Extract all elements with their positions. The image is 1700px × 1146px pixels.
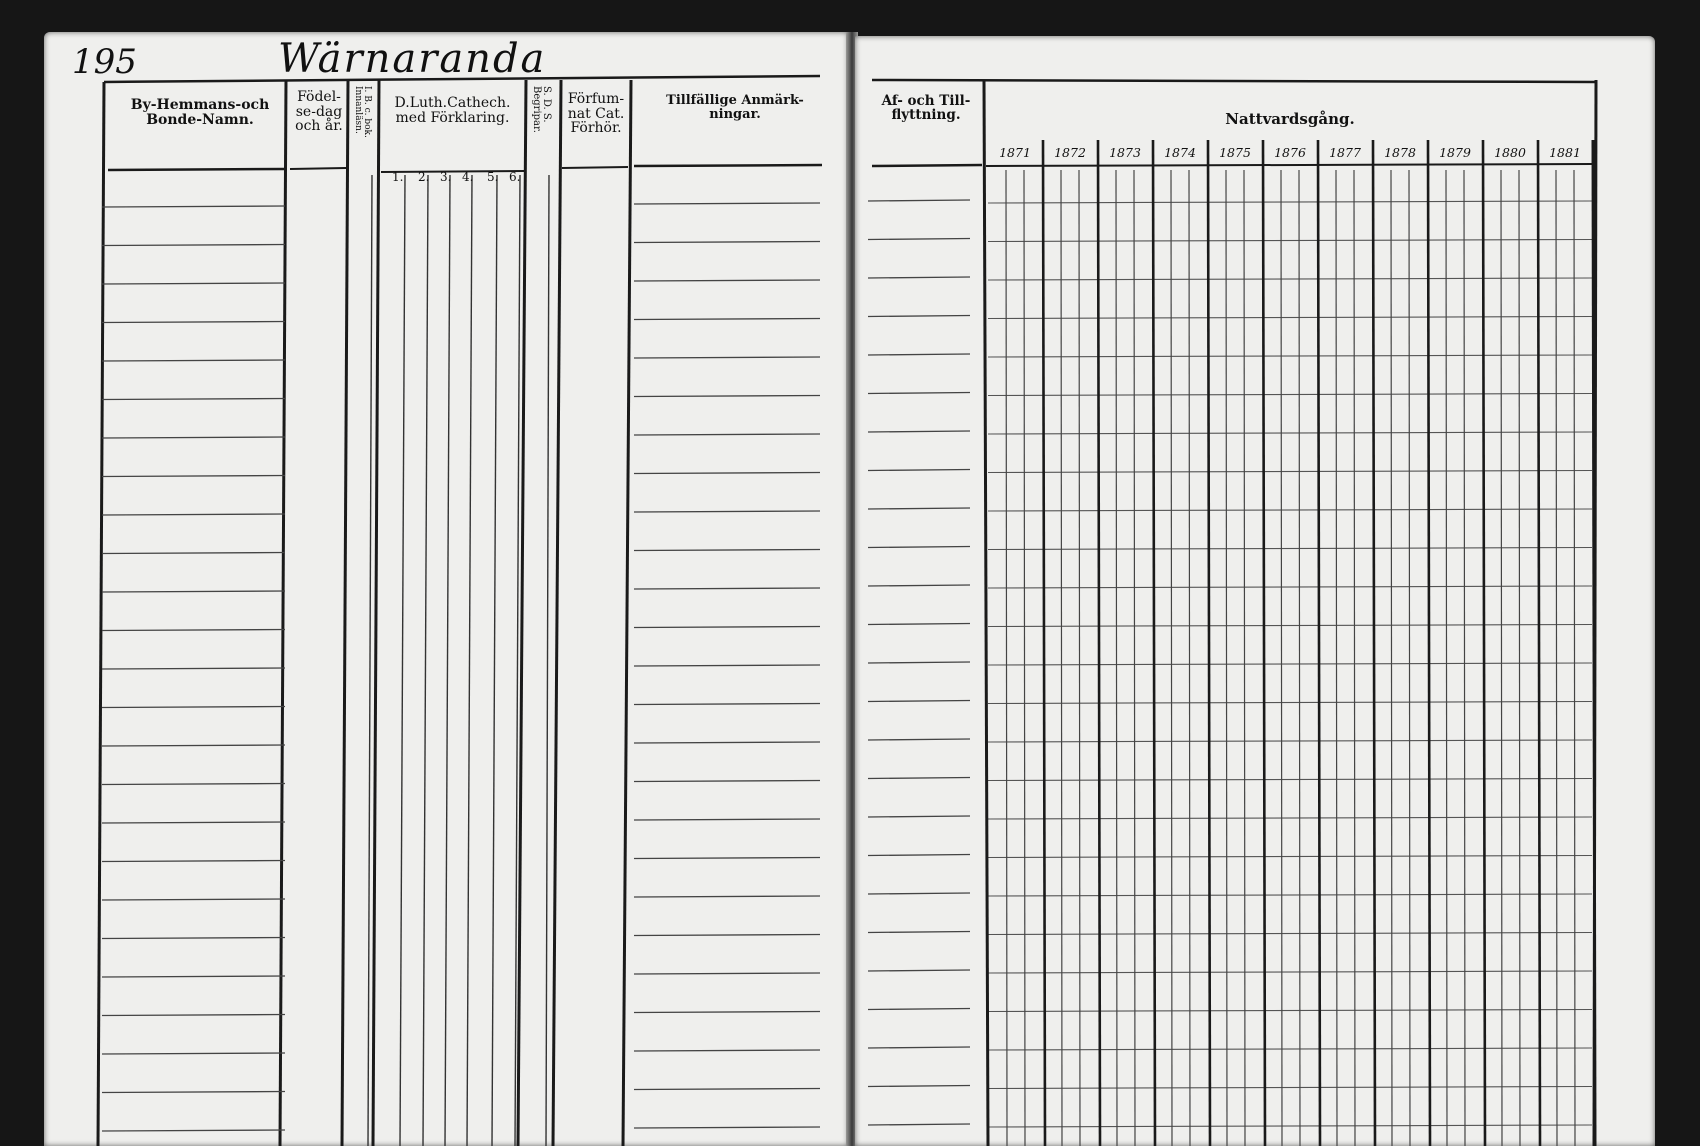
row-rule (634, 1089, 820, 1090)
row-rule (868, 316, 970, 317)
row-rule (868, 1086, 970, 1087)
row-rule (634, 704, 820, 705)
row-rule (102, 476, 285, 477)
row-rule (868, 739, 970, 740)
subcolumn-rule (1446, 170, 1447, 1146)
row-rule (102, 899, 285, 900)
year-label: 1877 (1329, 145, 1361, 160)
row-rule (102, 399, 285, 400)
year-label: 1873 (1109, 145, 1141, 160)
year-label: 1875 (1219, 145, 1251, 160)
row-rule (102, 745, 285, 746)
column-rule (623, 80, 631, 1146)
row-rule (102, 437, 285, 438)
row-rule (102, 976, 285, 977)
row-rule (102, 784, 285, 785)
header-by-hemmans-och-bonde-namn: By-Hemmans-och Bonde-Namn. (130, 97, 270, 128)
column-rule (1208, 140, 1210, 1146)
header-underline (986, 164, 1592, 166)
column-rule (1373, 140, 1375, 1146)
header-fodelsedag: Födel- se-dag och år. (295, 89, 343, 135)
subcolumn-rule (1061, 170, 1062, 1146)
row-rule (102, 514, 285, 515)
page-border (1594, 80, 1596, 1146)
row-rule (868, 508, 970, 509)
year-label: 1878 (1384, 145, 1416, 160)
column-rule (984, 80, 988, 1146)
row-rule (634, 819, 820, 820)
row-rule (102, 1015, 285, 1016)
row-rule (634, 742, 820, 743)
row-rule (102, 322, 285, 323)
subcolumn-rule (1079, 170, 1080, 1146)
subcolumn-rule (1024, 170, 1025, 1146)
row-rule (634, 588, 820, 589)
row-rule (868, 1124, 970, 1125)
subcolumn-rule (368, 175, 372, 1146)
row-rule (634, 434, 820, 435)
year-label: 1880 (1494, 145, 1526, 160)
page-number: 195 (72, 42, 137, 82)
row-rule (102, 822, 285, 823)
row-rule (868, 431, 970, 432)
row-rule (634, 896, 820, 897)
year-label: 1874 (1164, 145, 1196, 160)
column-rule (1263, 140, 1265, 1146)
year-label: 1879 (1439, 145, 1471, 160)
row-rule (634, 357, 820, 358)
subcolumn-rule (445, 175, 450, 1146)
row-rule (868, 393, 970, 394)
row-rule (868, 816, 970, 817)
header-nattvardsgang: Nattvardsgång. (1225, 110, 1355, 128)
subcolumn-rule (1281, 170, 1282, 1146)
row-rule (634, 973, 820, 974)
subcolumn-rule (423, 175, 428, 1146)
subcolumn-rule (492, 175, 497, 1146)
row-rule (634, 473, 820, 474)
row-rule (102, 553, 285, 554)
column-rule (1318, 140, 1320, 1146)
column-rule (280, 80, 286, 1146)
cathech-number: 2. (418, 170, 430, 184)
row-rule (868, 1047, 970, 1048)
header-underline (562, 167, 628, 168)
cathech-number: 5. (487, 170, 499, 184)
year-label: 1872 (1054, 145, 1086, 160)
column-rule (98, 82, 104, 1146)
row-rule (868, 855, 970, 856)
column-rule (553, 80, 561, 1146)
header-luth-cathech: D.Luth.Cathech. med Förklaring. (394, 95, 511, 126)
subcolumn-rule (1391, 170, 1392, 1146)
row-rule (634, 665, 820, 666)
row-rule (868, 239, 970, 240)
place-name: Wärnaranda (278, 36, 547, 82)
subcolumn-rule (400, 175, 405, 1146)
row-rule (868, 970, 970, 971)
row-rule (868, 662, 970, 663)
header-underline (634, 165, 822, 166)
row-rule (102, 1092, 285, 1093)
year-label: 1876 (1274, 145, 1306, 160)
row-rule (102, 938, 285, 939)
column-rule (1483, 140, 1485, 1146)
subcolumn-rule (546, 175, 549, 1146)
row-rule (868, 932, 970, 933)
row-rule (102, 283, 285, 284)
subcolumn-rule (1299, 170, 1300, 1146)
header-sds-begripar: S. D. S. Begripar. (531, 86, 552, 133)
subcolumn-rule (1226, 170, 1227, 1146)
column-rule (1428, 140, 1430, 1146)
top-rule (872, 80, 1596, 82)
subcolumn-rule (1171, 170, 1172, 1146)
subcolumn-rule (1409, 170, 1410, 1146)
row-rule (102, 707, 285, 708)
row-rule (868, 585, 970, 586)
row-rule (868, 624, 970, 625)
header-tillfallige-anmarkningar: Tillfällige Anmärk- ningar. (666, 93, 804, 122)
cathech-number: 4. (462, 170, 474, 184)
subcolumn-rule (1354, 170, 1355, 1146)
row-rule (102, 630, 285, 631)
subcolumn-rule (1116, 170, 1117, 1146)
header-underline (108, 169, 285, 170)
header-af-och-tillflyttning: Af- och Till- flyttning. (881, 93, 971, 124)
row-rule (102, 591, 285, 592)
row-rule (102, 360, 285, 361)
row-rule (102, 1053, 285, 1054)
column-rule (1098, 140, 1100, 1146)
row-rule (634, 203, 820, 204)
row-rule (102, 668, 285, 669)
row-rule (634, 396, 820, 397)
subcolumn-rule (1189, 170, 1190, 1146)
column-rule (1153, 140, 1155, 1146)
subcolumn-rule (1006, 170, 1007, 1146)
row-rule (102, 1130, 285, 1131)
row-rule (868, 1009, 970, 1010)
row-rule (868, 470, 970, 471)
row-rule (868, 893, 970, 894)
row-rule (868, 200, 970, 201)
year-label: 1881 (1549, 145, 1581, 160)
row-rule (102, 861, 285, 862)
row-rule (868, 701, 970, 702)
row-rule (634, 1050, 820, 1051)
cathech-number: 6. (509, 170, 521, 184)
subcolumn-rule (1336, 170, 1337, 1146)
row-rule (102, 206, 285, 207)
subcolumn-rule (1134, 170, 1135, 1146)
column-rule (1538, 140, 1540, 1146)
row-rule (634, 858, 820, 859)
row-rule (634, 935, 820, 936)
cathech-number: 1. (392, 170, 404, 184)
row-rule (634, 242, 820, 243)
row-rule (634, 1012, 820, 1013)
row-rule (634, 1127, 820, 1128)
year-label: 1871 (999, 145, 1031, 160)
row-rule (634, 550, 820, 551)
subcolumn-rule (467, 175, 472, 1146)
row-rule (868, 277, 970, 278)
row-rule (634, 781, 820, 782)
header-innanlasning: I. B. c. bok. Innanläsn. (353, 86, 372, 138)
header-underline (872, 165, 982, 166)
row-rule (634, 280, 820, 281)
subcolumn-rule (1244, 170, 1245, 1146)
column-rule (373, 80, 379, 1146)
row-rule (868, 354, 970, 355)
cathech-number: 3. (440, 170, 452, 184)
header-forfumnat-cat-forhor: Förfum- nat Cat. Förhör. (567, 91, 625, 137)
row-rule (868, 778, 970, 779)
column-rule (342, 80, 348, 1146)
column-rule (1043, 140, 1045, 1146)
row-rule (868, 547, 970, 548)
header-underline (290, 168, 346, 169)
row-rule (634, 511, 820, 512)
row-rule (634, 627, 820, 628)
row-rule (102, 245, 285, 246)
row-rule (634, 319, 820, 320)
